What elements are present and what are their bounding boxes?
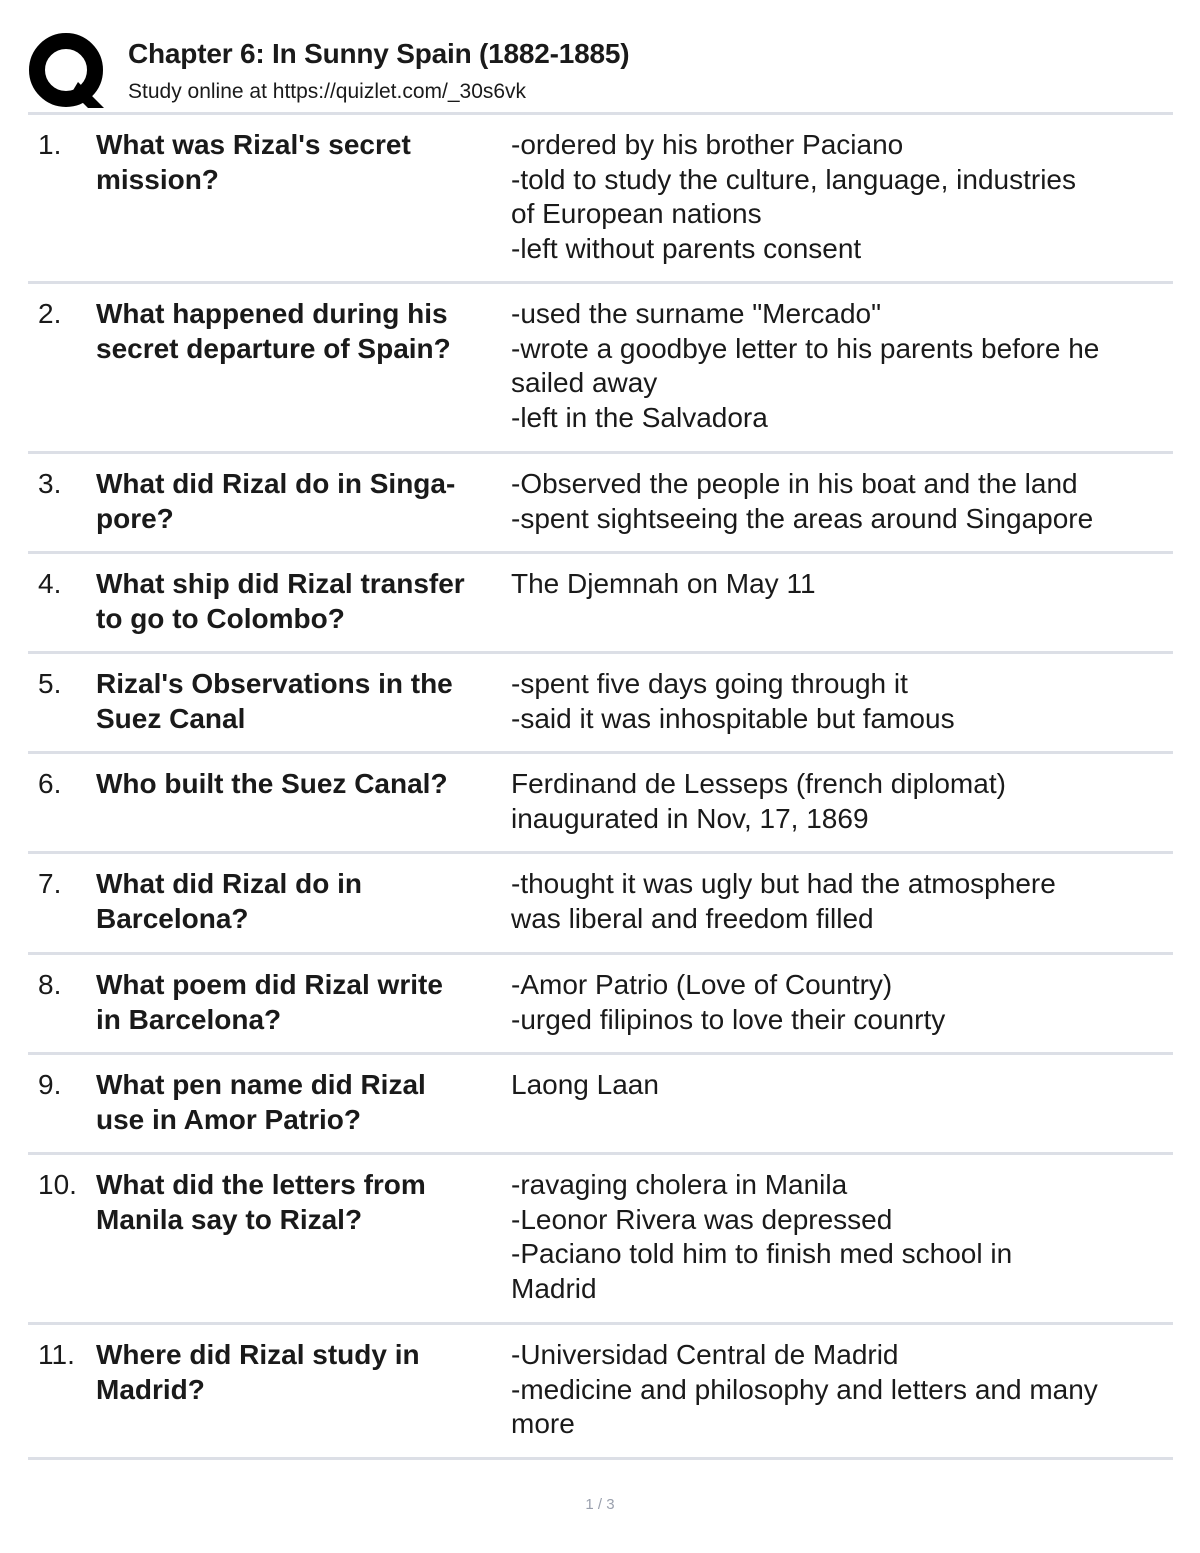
card-definition xyxy=(511,1068,1171,1103)
card-number: 6. xyxy=(38,768,62,799)
term-line: What did Rizal do in xyxy=(96,868,362,899)
card-number: 11. xyxy=(38,1339,75,1370)
card-number: 1. xyxy=(38,129,62,160)
card-term xyxy=(96,1068,516,1137)
definition-line: Laong Laan xyxy=(511,1069,659,1100)
flashcard-row xyxy=(28,853,1173,952)
card-term xyxy=(96,467,516,536)
card-number: 2. xyxy=(38,298,62,329)
definition-line: -left without parents consent xyxy=(511,232,862,264)
definition-line: -Amor Patrio (Love of Country) xyxy=(511,969,893,1000)
term-line: mission? xyxy=(96,163,219,195)
card-definition xyxy=(511,467,1171,536)
flashcard-row xyxy=(28,1154,1173,1322)
card-number: 4. xyxy=(38,568,62,599)
card-term xyxy=(96,567,516,636)
study-online-link[interactable]: Study online at https://quizlet.com/_30s6vk xyxy=(128,80,527,103)
flashcard-row xyxy=(28,553,1173,651)
definition-line: inaugurated in Nov, 17, 1869 xyxy=(511,802,869,834)
definition-line: -ravaging cholera in Manila xyxy=(511,1169,848,1200)
card-number: 5. xyxy=(38,668,62,699)
definition-line: The Djemnah on May 11 xyxy=(511,568,816,599)
definition-line: -medicine and philosophy and letters and many xyxy=(511,1373,1098,1405)
term-line: in Barcelona? xyxy=(96,1003,282,1035)
definition-line: -Paciano told him to finish med school in xyxy=(511,1238,1013,1269)
term-line: to go to Colombo? xyxy=(96,602,345,634)
definition-line: Ferdinand de Lesseps (french diplomat) xyxy=(511,768,1006,799)
flashcard-row xyxy=(28,114,1173,281)
card-number: 10. xyxy=(38,1169,77,1200)
page-title: Chapter 6: In Sunny Spain (1882-1885) xyxy=(128,38,630,69)
term-line: What pen name did Rizal xyxy=(96,1069,426,1100)
card-definition xyxy=(511,968,1171,1037)
card-definition xyxy=(511,297,1171,435)
card-divider xyxy=(28,1457,1173,1460)
definition-line: -Leonor Rivera was depressed xyxy=(511,1203,893,1235)
term-line: What did Rizal do in Singa- xyxy=(96,468,456,499)
card-term xyxy=(96,867,516,936)
card-number: 8. xyxy=(38,969,62,1000)
card-number: 7. xyxy=(38,868,62,899)
term-line: Suez Canal xyxy=(96,702,246,734)
term-line: Manila say to Rizal? xyxy=(96,1203,363,1235)
definition-line: -said it was inhospitable but famous xyxy=(511,702,955,734)
term-line: What did the letters from xyxy=(96,1169,426,1200)
quizlet-logo-icon xyxy=(28,32,108,112)
definition-line: -wrote a goodbye letter to his parents before he xyxy=(511,332,1100,364)
definition-line: -ordered by his brother Paciano xyxy=(511,129,904,160)
card-definition xyxy=(511,1338,1171,1442)
card-definition xyxy=(511,667,1171,736)
card-term xyxy=(96,1168,516,1237)
card-definition xyxy=(511,1168,1171,1306)
flashcard-row xyxy=(28,653,1173,751)
flashcard-row xyxy=(28,954,1173,1052)
definition-line: -left in the Salvadora xyxy=(511,401,768,433)
card-term xyxy=(96,667,516,736)
definition-line: sailed away xyxy=(511,367,658,398)
definition-line: more xyxy=(511,1408,575,1439)
definition-line: -Observed the people in his boat and the land xyxy=(511,468,1078,499)
definition-line: -urged filipinos to love their counrty xyxy=(511,1003,946,1035)
definition-line: -spent sightseeing the areas around Singapore xyxy=(511,502,1094,534)
term-line: Rizal's Observations in the xyxy=(96,668,453,699)
card-term xyxy=(96,767,516,802)
card-term xyxy=(96,297,516,366)
definition-line: -spent five days going through it xyxy=(511,668,908,699)
definition-line: -told to study the culture, language, industries xyxy=(511,163,1077,195)
card-definition xyxy=(511,567,1171,602)
term-line: Where did Rizal study in xyxy=(96,1339,420,1370)
term-line: What happened during his xyxy=(96,298,448,329)
card-number: 3. xyxy=(38,468,62,499)
definition-line: Madrid xyxy=(511,1272,597,1304)
flashcard-row xyxy=(28,1324,1173,1457)
term-line: What was Rizal's secret xyxy=(96,129,411,160)
term-line: What ship did Rizal transfer xyxy=(96,568,465,599)
card-term xyxy=(96,968,516,1037)
definition-line: of European nations xyxy=(511,198,762,229)
flashcard-row xyxy=(28,453,1173,551)
page-number: 1 / 3 xyxy=(585,1496,615,1513)
term-line: Barcelona? xyxy=(96,902,249,934)
flashcard-row xyxy=(28,1054,1173,1152)
definition-line: -used the surname "Mercado" xyxy=(511,298,882,329)
flashcard-row xyxy=(28,753,1173,851)
card-definition xyxy=(511,867,1171,936)
term-line: secret departure of Spain? xyxy=(96,332,451,364)
term-line: Madrid? xyxy=(96,1373,205,1405)
flashcard-row xyxy=(28,283,1173,451)
term-line: What poem did Rizal write xyxy=(96,969,443,1000)
card-definition xyxy=(511,128,1171,266)
card-definition xyxy=(511,767,1171,836)
term-line: pore? xyxy=(96,502,174,534)
page-header xyxy=(28,30,1173,112)
card-term xyxy=(96,128,516,197)
term-line: Who built the Suez Canal? xyxy=(96,768,448,799)
definition-line: was liberal and freedom filled xyxy=(511,902,874,934)
card-term xyxy=(96,1338,516,1407)
definition-line: -Universidad Central de Madrid xyxy=(511,1339,899,1370)
term-line: use in Amor Patrio? xyxy=(96,1103,362,1135)
card-number: 9. xyxy=(38,1069,62,1100)
definition-line: -thought it was ugly but had the atmosphere xyxy=(511,868,1056,899)
